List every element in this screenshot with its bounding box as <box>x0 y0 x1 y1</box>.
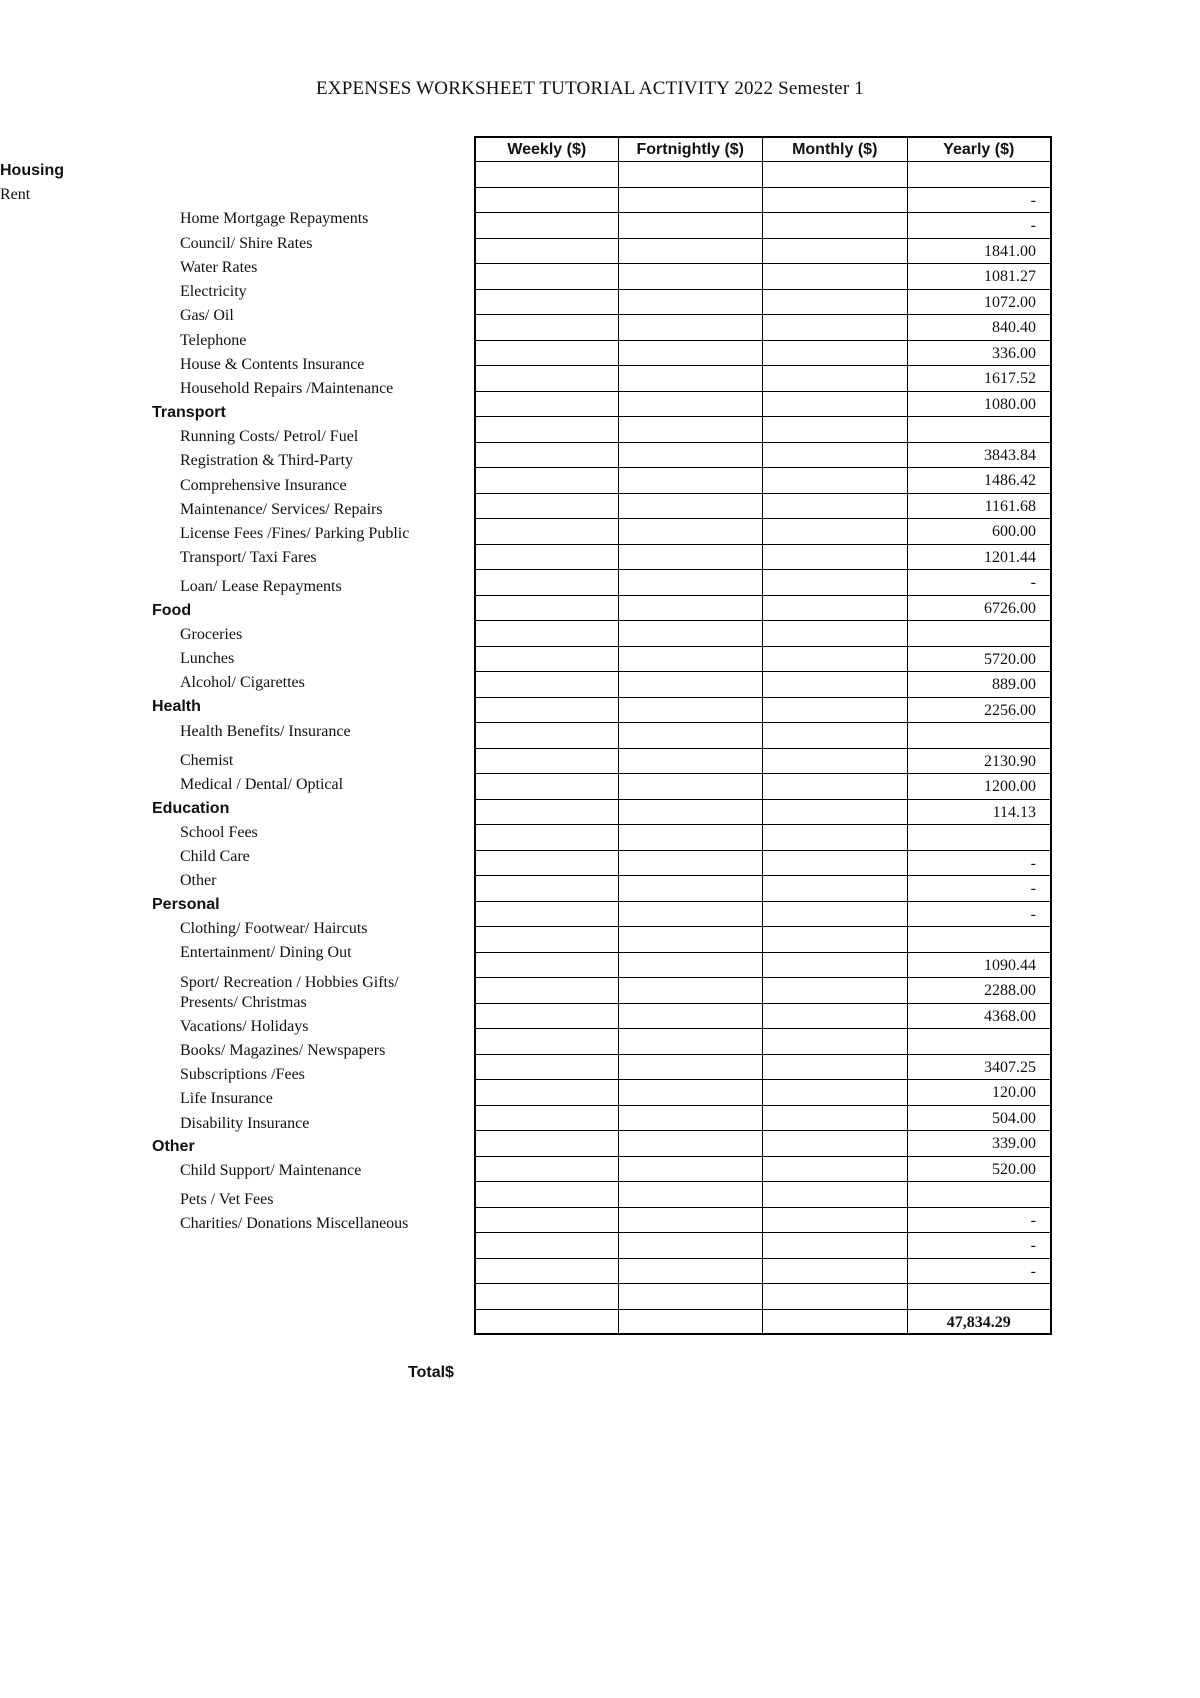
cell-monthly <box>763 1208 908 1234</box>
cell-yearly <box>908 1029 1053 1055</box>
row-label: Books/ Magazines/ Newspapers <box>180 1042 386 1059</box>
cell-fortnightly <box>619 876 764 902</box>
cell-monthly <box>763 1055 908 1081</box>
cell-weekly <box>474 162 619 188</box>
row-label: Running Costs/ Petrol/ Fuel <box>180 428 359 445</box>
cell-fortnightly <box>619 978 764 1004</box>
cell-monthly <box>763 545 908 571</box>
cell-yearly: 600.00 <box>908 519 1053 545</box>
cell-monthly <box>763 188 908 214</box>
cell-yearly: 1072.00 <box>908 290 1053 316</box>
cell-weekly <box>474 239 619 265</box>
cell-fortnightly <box>619 315 764 341</box>
cell-yearly: 120.00 <box>908 1080 1053 1106</box>
cell-monthly <box>763 1259 908 1285</box>
section-label: Education <box>152 800 230 817</box>
cell-weekly <box>474 621 619 647</box>
cell-weekly <box>474 800 619 826</box>
cell-yearly <box>908 162 1053 188</box>
row-label: Health Benefits/ Insurance <box>180 723 351 740</box>
section-label: Health <box>152 698 201 715</box>
cell-monthly <box>763 621 908 647</box>
table-row <box>474 698 1052 724</box>
row-label: House & Contents Insurance <box>180 356 365 373</box>
cell-weekly <box>474 927 619 953</box>
cell-fortnightly <box>619 519 764 545</box>
table-row <box>474 1284 1052 1310</box>
cell-fortnightly <box>619 290 764 316</box>
table-row <box>474 1055 1052 1081</box>
cell-weekly <box>474 341 619 367</box>
cell-weekly <box>474 545 619 571</box>
table-row <box>474 443 1052 469</box>
cell-fortnightly <box>619 1208 764 1234</box>
row-label: School Fees <box>180 824 258 841</box>
cell-weekly <box>474 468 619 494</box>
cell-yearly: 4368.00 <box>908 1004 1053 1030</box>
cell-weekly <box>474 698 619 724</box>
cell-monthly <box>763 902 908 928</box>
cell-fortnightly <box>619 341 764 367</box>
cell-weekly <box>474 188 619 214</box>
cell-fortnightly <box>619 927 764 953</box>
cell-fortnightly <box>619 953 764 979</box>
col-header-weekly: Weekly ($) <box>474 136 619 162</box>
cell-yearly: 840.40 <box>908 315 1053 341</box>
row-label: Telephone <box>180 332 247 349</box>
section-label: Food <box>152 602 192 619</box>
row-label: Charities/ Donations Miscellaneous <box>180 1215 409 1232</box>
cell-fortnightly <box>619 162 764 188</box>
cell-monthly <box>763 162 908 188</box>
cell-weekly <box>474 1182 619 1208</box>
cell-weekly <box>474 851 619 877</box>
table-row <box>474 341 1052 367</box>
cell-fortnightly <box>619 723 764 749</box>
row-labels <box>0 0 470 1400</box>
row-label: Subscriptions /Fees <box>180 1066 305 1083</box>
cell-monthly <box>763 417 908 443</box>
cell-yearly: - <box>908 188 1053 214</box>
cell-fortnightly <box>619 825 764 851</box>
table-row <box>474 366 1052 392</box>
row-label: Clothing/ Footwear/ Haircuts <box>180 920 368 937</box>
cell-weekly <box>474 392 619 418</box>
cell-fortnightly <box>619 621 764 647</box>
cell-weekly <box>474 749 619 775</box>
row-label: Groceries <box>180 626 243 643</box>
cell-weekly <box>474 978 619 1004</box>
cell-fortnightly <box>619 596 764 622</box>
cell-monthly <box>763 927 908 953</box>
cell-monthly <box>763 723 908 749</box>
cell-yearly: - <box>908 1208 1053 1234</box>
table-row <box>474 264 1052 290</box>
cell-monthly <box>763 239 908 265</box>
cell-fortnightly <box>619 672 764 698</box>
cell-weekly <box>474 876 619 902</box>
table-row <box>474 927 1052 953</box>
cell-fortnightly <box>619 1131 764 1157</box>
cell-monthly <box>763 392 908 418</box>
table-row <box>474 825 1052 851</box>
table-row <box>474 468 1052 494</box>
cell-yearly <box>908 621 1053 647</box>
table-row <box>474 1004 1052 1030</box>
cell-yearly: - <box>908 902 1053 928</box>
cell-yearly: - <box>908 851 1053 877</box>
table-header <box>474 136 1052 162</box>
cell-yearly: 1090.44 <box>908 953 1053 979</box>
cell-monthly <box>763 698 908 724</box>
cell-weekly <box>474 672 619 698</box>
cell-weekly <box>474 1310 619 1336</box>
row-label: Household Repairs /Maintenance <box>180 380 394 397</box>
table-row <box>474 1029 1052 1055</box>
cell-yearly <box>908 1182 1053 1208</box>
cell-weekly <box>474 443 619 469</box>
cell-monthly <box>763 1233 908 1259</box>
cell-weekly <box>474 213 619 239</box>
cell-monthly <box>763 953 908 979</box>
cell-weekly <box>474 290 619 316</box>
table-row <box>474 1182 1052 1208</box>
table-row <box>474 1233 1052 1259</box>
table-row <box>474 723 1052 749</box>
row-label: Sport/ Recreation / Hobbies Gifts/ <box>180 974 399 991</box>
cell-yearly: 1486.42 <box>908 468 1053 494</box>
row-label: License Fees /Fines/ Parking Public <box>180 525 410 542</box>
cell-fortnightly <box>619 1004 764 1030</box>
cell-monthly <box>763 264 908 290</box>
cell-fortnightly <box>619 698 764 724</box>
cell-fortnightly <box>619 1284 764 1310</box>
cell-yearly: 3843.84 <box>908 443 1053 469</box>
row-label: Pets / Vet Fees <box>180 1191 274 1208</box>
table-row <box>474 1080 1052 1106</box>
row-label: Transport/ Taxi Fares <box>180 549 317 566</box>
cell-weekly <box>474 1131 619 1157</box>
cell-fortnightly <box>619 494 764 520</box>
cell-fortnightly <box>619 213 764 239</box>
cell-weekly <box>474 825 619 851</box>
cell-yearly: 2130.90 <box>908 749 1053 775</box>
cell-monthly <box>763 672 908 698</box>
col-header-fortnightly: Fortnightly ($) <box>619 136 764 162</box>
cell-monthly <box>763 468 908 494</box>
cell-monthly <box>763 1004 908 1030</box>
cell-fortnightly <box>619 1259 764 1285</box>
table-row <box>474 213 1052 239</box>
cell-fortnightly <box>619 366 764 392</box>
row-label: Council/ Shire Rates <box>180 235 313 252</box>
row-label: Lunches <box>180 650 235 667</box>
cell-weekly <box>474 1259 619 1285</box>
cell-yearly: 889.00 <box>908 672 1053 698</box>
row-label: Child Care <box>180 848 250 865</box>
table-row <box>474 239 1052 265</box>
cell-fortnightly <box>619 1029 764 1055</box>
cell-fortnightly <box>619 902 764 928</box>
cell-yearly: 1617.52 <box>908 366 1053 392</box>
cell-monthly <box>763 570 908 596</box>
cell-monthly <box>763 1080 908 1106</box>
cell-yearly: 504.00 <box>908 1106 1053 1132</box>
col-header-yearly: Yearly ($) <box>908 136 1053 162</box>
cell-yearly: 1200.00 <box>908 774 1053 800</box>
cell-fortnightly <box>619 1055 764 1081</box>
cell-weekly <box>474 1004 619 1030</box>
cell-fortnightly <box>619 188 764 214</box>
cell-fortnightly <box>619 545 764 571</box>
cell-monthly <box>763 290 908 316</box>
cell-fortnightly <box>619 1182 764 1208</box>
cell-yearly: 520.00 <box>908 1157 1053 1183</box>
table-row <box>474 774 1052 800</box>
cell-yearly <box>908 927 1053 953</box>
cell-fortnightly <box>619 392 764 418</box>
row-label: Child Support/ Maintenance <box>180 1162 362 1179</box>
cell-monthly <box>763 1284 908 1310</box>
table-row <box>474 647 1052 673</box>
cell-yearly: 1841.00 <box>908 239 1053 265</box>
cell-yearly: 336.00 <box>908 341 1053 367</box>
cell-monthly <box>763 341 908 367</box>
cell-weekly <box>474 1106 619 1132</box>
table-row <box>474 519 1052 545</box>
cell-monthly <box>763 774 908 800</box>
cell-weekly <box>474 519 619 545</box>
row-label: Life Insurance <box>180 1090 273 1107</box>
cell-monthly <box>763 443 908 469</box>
col-header-monthly: Monthly ($) <box>763 136 908 162</box>
row-label: Home Mortgage Repayments <box>180 210 369 227</box>
table-row <box>474 1106 1052 1132</box>
cell-weekly <box>474 647 619 673</box>
cell-weekly <box>474 1233 619 1259</box>
table-row <box>474 315 1052 341</box>
total-label: Total$ <box>408 1364 454 1381</box>
cell-weekly <box>474 494 619 520</box>
table-row <box>474 596 1052 622</box>
table-row <box>474 953 1052 979</box>
cell-weekly <box>474 1157 619 1183</box>
cell-fortnightly <box>619 264 764 290</box>
cell-fortnightly <box>619 851 764 877</box>
cell-monthly <box>763 1131 908 1157</box>
table-row <box>474 978 1052 1004</box>
cell-weekly <box>474 315 619 341</box>
cell-fortnightly <box>619 1233 764 1259</box>
cell-monthly <box>763 596 908 622</box>
table-row <box>474 1208 1052 1234</box>
cell-weekly <box>474 1080 619 1106</box>
cell-yearly: - <box>908 1233 1053 1259</box>
cell-monthly <box>763 800 908 826</box>
cell-yearly <box>908 417 1053 443</box>
row-label: Electricity <box>180 283 247 300</box>
table-row <box>474 1157 1052 1183</box>
cell-yearly: 2256.00 <box>908 698 1053 724</box>
cell-weekly <box>474 1029 619 1055</box>
table-row <box>474 1310 1052 1336</box>
section-label: Personal <box>152 896 220 913</box>
expenses-table <box>474 136 1052 1335</box>
table-row <box>474 1131 1052 1157</box>
cell-weekly <box>474 366 619 392</box>
row-label: Medical / Dental/ Optical <box>180 776 344 793</box>
cell-monthly <box>763 213 908 239</box>
cell-monthly <box>763 494 908 520</box>
cell-fortnightly <box>619 239 764 265</box>
cell-weekly <box>474 953 619 979</box>
cell-yearly <box>908 825 1053 851</box>
table-row <box>474 876 1052 902</box>
cell-fortnightly <box>619 443 764 469</box>
row-label: Entertainment/ Dining Out <box>180 944 352 961</box>
cell-monthly <box>763 315 908 341</box>
cell-yearly: 1081.27 <box>908 264 1053 290</box>
cell-monthly <box>763 1106 908 1132</box>
cell-fortnightly <box>619 1106 764 1132</box>
cell-yearly: 2288.00 <box>908 978 1053 1004</box>
cell-fortnightly <box>619 1080 764 1106</box>
table-row <box>474 545 1052 571</box>
cell-fortnightly <box>619 1310 764 1336</box>
table-row <box>474 672 1052 698</box>
cell-yearly <box>908 723 1053 749</box>
table-row <box>474 1259 1052 1285</box>
cell-fortnightly <box>619 749 764 775</box>
section-label: Transport <box>152 404 226 421</box>
cell-yearly: 1201.44 <box>908 545 1053 571</box>
cell-fortnightly <box>619 1157 764 1183</box>
cell-fortnightly <box>619 417 764 443</box>
cell-fortnightly <box>619 570 764 596</box>
cell-monthly <box>763 647 908 673</box>
cell-yearly: - <box>908 876 1053 902</box>
cell-yearly: 339.00 <box>908 1131 1053 1157</box>
table-row <box>474 851 1052 877</box>
cell-weekly <box>474 596 619 622</box>
cell-yearly: 3407.25 <box>908 1055 1053 1081</box>
cell-monthly <box>763 825 908 851</box>
cell-weekly <box>474 1055 619 1081</box>
row-label: Vacations/ Holidays <box>180 1018 309 1035</box>
cell-monthly <box>763 1310 908 1336</box>
row-label: Water Rates <box>180 259 258 276</box>
cell-yearly: - <box>908 213 1053 239</box>
page-title: EXPENSES WORKSHEET TUTORIAL ACTIVITY 2022 Semester 1 <box>315 78 864 99</box>
table-row <box>474 800 1052 826</box>
cell-monthly <box>763 1182 908 1208</box>
table-row <box>474 392 1052 418</box>
cell-weekly <box>474 1284 619 1310</box>
cell-yearly: - <box>908 570 1053 596</box>
row-label: Presents/ Christmas <box>180 994 307 1011</box>
cell-weekly <box>474 264 619 290</box>
cell-yearly: 5720.00 <box>908 647 1053 673</box>
table-row <box>474 570 1052 596</box>
row-label: Chemist <box>180 752 234 769</box>
section-label: Other <box>152 1138 195 1155</box>
row-label: Comprehensive Insurance <box>180 477 347 494</box>
cell-fortnightly <box>619 468 764 494</box>
cell-fortnightly <box>619 774 764 800</box>
cell-monthly <box>763 749 908 775</box>
cell-monthly <box>763 851 908 877</box>
row-label: Disability Insurance <box>180 1115 310 1132</box>
row-label: Rent <box>0 186 31 203</box>
table-row <box>474 621 1052 647</box>
cell-monthly <box>763 876 908 902</box>
row-label: Alcohol/ Cigarettes <box>180 674 305 691</box>
cell-yearly: 47,834.29 <box>908 1310 1053 1336</box>
cell-monthly <box>763 366 908 392</box>
section-label: Housing <box>0 162 64 179</box>
cell-yearly <box>908 1284 1053 1310</box>
cell-fortnightly <box>619 647 764 673</box>
cell-yearly: 114.13 <box>908 800 1053 826</box>
cell-monthly <box>763 1029 908 1055</box>
cell-yearly: 6726.00 <box>908 596 1053 622</box>
table-row <box>474 417 1052 443</box>
cell-yearly: 1161.68 <box>908 494 1053 520</box>
cell-weekly <box>474 774 619 800</box>
table-row <box>474 494 1052 520</box>
table-row <box>474 902 1052 928</box>
cell-fortnightly <box>619 800 764 826</box>
table-row <box>474 162 1052 188</box>
cell-yearly: 1080.00 <box>908 392 1053 418</box>
row-label: Loan/ Lease Repayments <box>180 578 342 595</box>
row-label: Maintenance/ Services/ Repairs <box>180 501 383 518</box>
cell-weekly <box>474 1208 619 1234</box>
row-label: Registration & Third-Party <box>180 452 354 469</box>
row-label: Other <box>180 872 217 889</box>
row-label: Gas/ Oil <box>180 307 234 324</box>
cell-monthly <box>763 1157 908 1183</box>
cell-weekly <box>474 723 619 749</box>
cell-weekly <box>474 570 619 596</box>
cell-monthly <box>763 978 908 1004</box>
cell-yearly: - <box>908 1259 1053 1285</box>
cell-monthly <box>763 519 908 545</box>
table-row <box>474 290 1052 316</box>
cell-weekly <box>474 902 619 928</box>
table-row <box>474 749 1052 775</box>
table-row <box>474 188 1052 214</box>
cell-weekly <box>474 417 619 443</box>
